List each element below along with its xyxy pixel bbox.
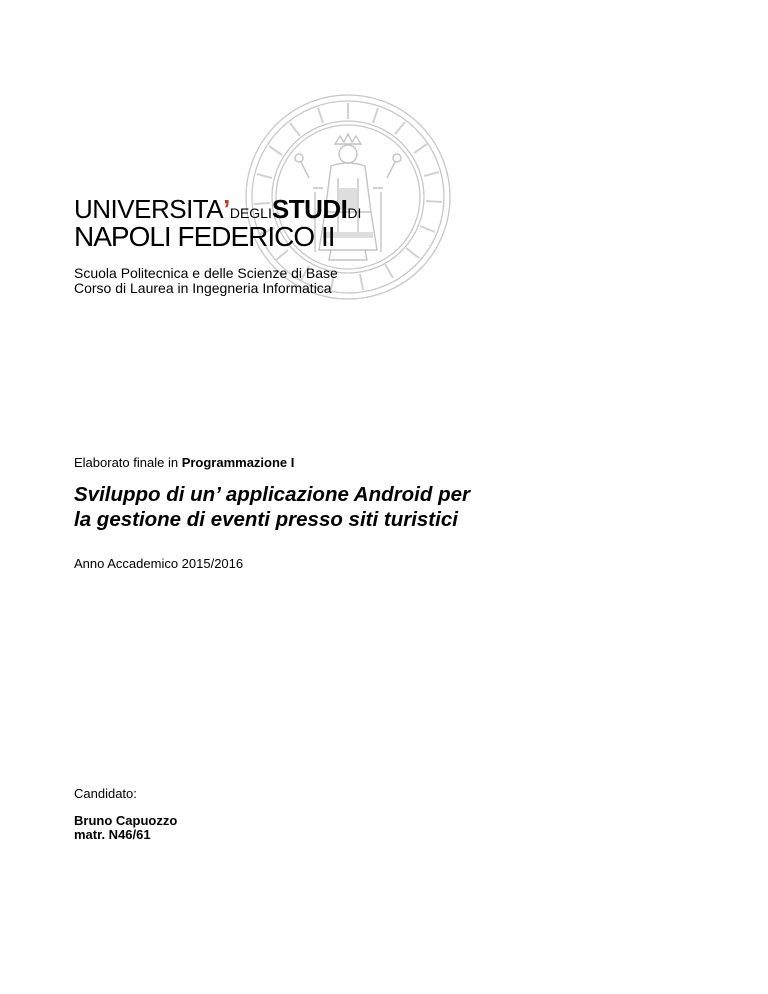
logo-di: DI bbox=[347, 205, 362, 221]
logo-universita: UNIVERSITA bbox=[74, 194, 224, 224]
logo-studi: STUDI bbox=[271, 194, 348, 224]
thesis-subject-prefix: Elaborato finale in bbox=[74, 455, 182, 470]
thesis-title-line2: la gestione di eventi presso siti turistici bbox=[74, 508, 458, 531]
thesis-title-line1: Sviluppo di un’ applicazione Android per bbox=[74, 483, 470, 506]
logo-degli: DEGLI bbox=[229, 205, 272, 221]
logo-apostrophe: ’ bbox=[223, 194, 230, 224]
thesis-subject: Programmazione I bbox=[181, 455, 295, 470]
academic-year: Anno Accademico 2015/2016 bbox=[74, 556, 244, 571]
school-name: Scuola Politecnica e delle Scienze di Base bbox=[74, 265, 338, 281]
degree-course: Corso di Laurea in Ingegneria Informatica bbox=[74, 280, 332, 296]
school-block bbox=[74, 266, 338, 296]
university-logo-line2: NAPOLI FEDERICO II bbox=[74, 221, 335, 252]
candidate-label: Candidato: bbox=[74, 786, 137, 801]
candidate-name: Bruno Capuozzo bbox=[74, 813, 178, 828]
thesis-title bbox=[74, 482, 470, 532]
candidate-matricola: matr. N46/61 bbox=[74, 827, 151, 842]
thesis-subject-line bbox=[74, 455, 294, 470]
candidate-block bbox=[74, 814, 177, 842]
